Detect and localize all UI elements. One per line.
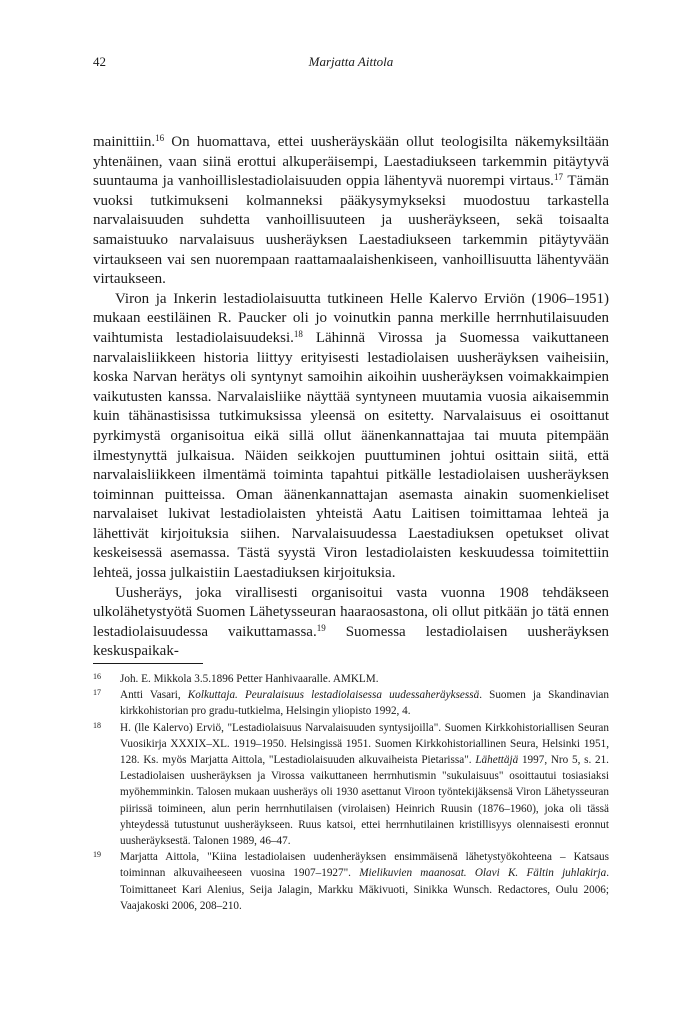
footnote-ref-19[interactable]: 19: [316, 622, 326, 633]
footnote-18: [93, 720, 609, 850]
footnote-italic-title: Mielikuvien maanosat. Olavi K. Fältin juhlakirja: [359, 867, 607, 880]
footnote-ref-17[interactable]: 17: [553, 172, 563, 183]
footnote-text: . Toimittaneet Kari Alenius, Seija Jalagin, Markku Mäkivuoti, Sinikka Wunsch. Redactores, Oulu 2006; Vaajakoski 2006, 208–210.: [120, 867, 609, 912]
text-run: Viron ja Inkerin lestadiolaisuutta tutkineen Helle Kalervo Erviön (1906–1951) mukaan eestiläinen R. Paucker oli jo voinutkin panna merkille herrnhutilaisuuden vaihtumista lestadiolaisuudeksi.: [93, 290, 609, 346]
footnote-text: Antti Vasari,: [120, 689, 188, 702]
text-run: On huomattava, ettei uusheräyskään ollut teologisilta näkemyksiltään yhtenäinen, vaan siinä erottui alkuperäisempi, Laestadiukseen tarkemmin pitäytyvä suuntauma ja vanhoillislestadiolaisuuden oppia lähentyvä nuorempi virtaus.: [93, 134, 609, 190]
footnote-text: H. (lle Kalervo) Erviö, "Lestadiolaisuus Narvalaisuuden syntysijoilla". Suomen Kirkkohistoriallisen Seuran Vuosikirja XXXIX–XL. 1919–1950. Helsingissä 1951. Suomen Kirkkohistoriallinen Seura, Helsinki 1951, 128. Ks. myös Marjatta Aittola, "Lestadiolaisuuden alkuvaiheista Pietarissa".: [120, 721, 609, 767]
footnote-ref-18[interactable]: 18: [293, 328, 303, 339]
page-number: 42: [93, 54, 106, 69]
text-run: Tämän vuoksi tutkimukseni kolmanneksi pääkysymykseksi muodostuu tarkastella narvalaisuuden suhdetta vanhoillisuuteen ja uusheräykseen, sekä toisaalta samaistuuko narvalaisuus uusheräyksen Laestadiukseen tarkemmin pitäytyvään virtaukseen vai sen nuorempaan raattamaalaishenkiseen, vanhoillisuutta lähentyvään virtaukseen.: [93, 173, 609, 288]
text-run: Lähinnä Virossa ja Suomessa vaikuttaneen narvalaisliikkeen historia liittyy erityisesti lestadiolaisen uusheräyksen vaiheisiin, koska Narvan herätys oli syntynyt samoihin aikoihin uusheräyksen voimakkaimpien vaikutusten kanssa. Narvalaisliike näyttää syntyneen muutamia vuosia aikaisemmin kuin tähänastisissa tutkimuksissa yleensä on esitetty. Narvalaisuus ei osoittanut pyrkimystä organisoitua eikä sillä ollut äänenkannattajaa tai muuta pitempään ilmestynyttä julkaisua. Näiden seikkojen puuttuminen johtui osittain siitä, että narvalaisliikkeen ilmentämä toiminta tapahtui pitkälle lestadiolaisen uusheräyksen toiminnan puitteissa. Oman äänenkannattajan asemasta ainakin suomenkieliset narvalaiset lukivat lestadiolaisten yhteistä Aatu Laitisen toimittamaa lehteä ja lähettivät kirjoituksia siihen. Narvalaisuudessa Laestadiuksen opetukset olivat keskeisessä asemassa. Tästä syystä Viron lestadiolaisten keskuudessa toimitettiin lehteä, jossa julkaistiin Laestadiuksen kirjoituksia.: [93, 329, 610, 582]
running-header: [93, 54, 609, 72]
paragraph-3: [93, 584, 609, 662]
footnote-number: 17: [93, 688, 101, 698]
footnote-ref-16[interactable]: 16: [155, 133, 165, 143]
footnote-number: 16: [93, 672, 101, 681]
footnote-16: [93, 671, 609, 687]
footnote-text: 1997, Nro 5, s. 21. Lestadiolaisen uusheräyksen ja Virossa vaikuttaneen herrnhutismin "sukulaisuus" osoittautui tosiasiaksi myöhemminkin. Talosen mukaan uusheräys oli 1930 asettanut Viroon työntekijäksensä Viron Lähetysseuran piirissä toimineen, alun perin herrnhutilaisen (virolaisen) Heinrich Ruusin (1876–1960), joka oli tässä yhteydessä tutustunut uusheräykseen. Ruus katsoi, ettei herrnhutilainen kristillisyys olennaisesti eronnut uusheräyksestä. Talonen 1989, 46–47.: [120, 754, 609, 848]
running-title: Marjatta Aittola: [308, 54, 394, 69]
footnote-17: [93, 687, 609, 719]
footnote-text: Joh. E. Mikkola 3.5.1896 Petter Hanhivaaralle. AMKLM.: [120, 673, 379, 685]
footnote-19: [93, 849, 609, 914]
footnotes: [93, 671, 609, 914]
footnote-separator: [93, 663, 203, 664]
footnote-text: Marjatta Aittola, "Kiina lestadiolaisen uudenheräyksen ensimmäisenä lähetystyökohteena – Katsaus toiminnan alkuvaiheeseen vuosina 1907–1927".: [120, 851, 609, 880]
footnote-text: . Suomen ja Skandinavian kirkkohistorian pro gradu-tutkielma, Helsingin yliopisto 1992, 4.: [120, 689, 609, 718]
footnote-number: 19: [93, 850, 101, 860]
footnote-number: 18: [93, 720, 101, 730]
text-run: mainittiin.: [93, 134, 156, 150]
footnote-italic-title: Lähettäjä: [475, 754, 519, 767]
footnote-italic-title: Kolkuttaja. Peuralaisuus lestadiolaisessa uudessaheräyksessä: [187, 689, 480, 702]
book-page: [93, 0, 609, 1014]
paragraph-2: [93, 290, 609, 584]
paragraph-1: [93, 133, 609, 290]
text-run: Suomessa lestadiolaisen uusheräyksen keskuspaikak-: [93, 623, 609, 660]
text-run: Uusheräys, joka virallisesti organisoitui vasta vuonna 1908 tehdäkseen ulkolähetystyötä Suomen Lähetysseuran haaraosastona, oli ollut pitkään jo tätä ennen lestadiolaisuudessa vaikuttamassa.: [93, 584, 609, 640]
main-text: [93, 133, 609, 662]
